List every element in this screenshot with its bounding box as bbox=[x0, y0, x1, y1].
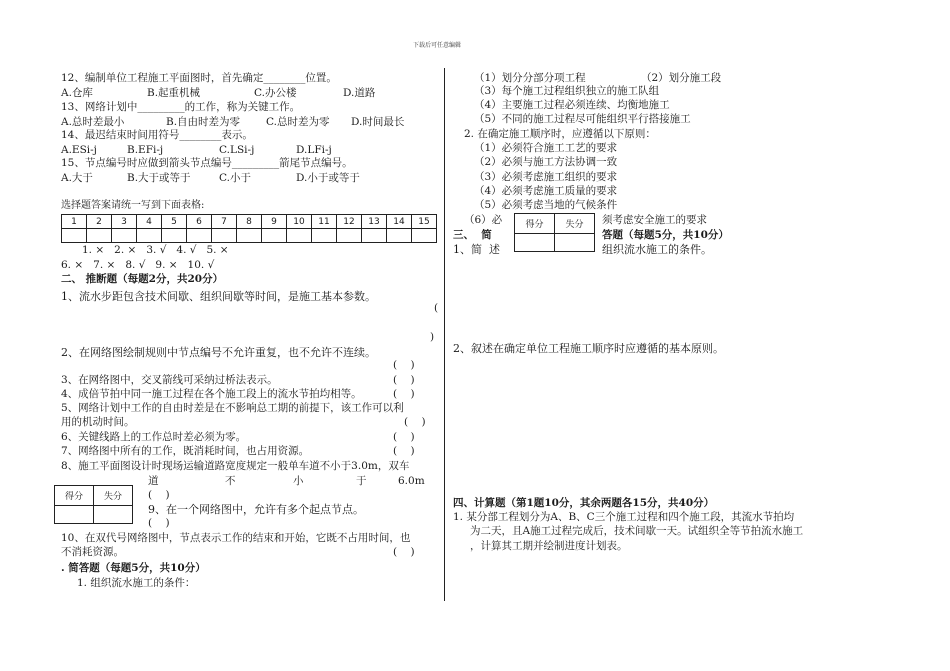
right-item-4: （4）主要施工过程必须连续、均衡地施工 bbox=[474, 99, 670, 111]
answer-table-number-row bbox=[62, 215, 437, 229]
table-cell-number: 15 bbox=[412, 215, 437, 229]
q12-text: 12、编制单位工程施工平面图时，首先确定________位置。 bbox=[61, 72, 337, 84]
short-answer-2: 2、叙述在确定单位工程施工顺序时应遵循的基本原则。 bbox=[453, 342, 724, 355]
answer-cell[interactable] bbox=[237, 229, 262, 243]
score-label: 得分 bbox=[515, 214, 555, 234]
table-cell-number: 10 bbox=[287, 215, 312, 229]
judge-1-paren-close: ) bbox=[430, 331, 435, 343]
q13-opt-b: B.自由时差为零 bbox=[166, 116, 241, 128]
table-cell-number: 14 bbox=[387, 215, 412, 229]
q12-opt-a: A.仓库 bbox=[61, 87, 93, 99]
right-item-5: （5）不同的施工过程尽可能组织平行搭接施工 bbox=[474, 113, 691, 125]
answer-cell[interactable] bbox=[337, 229, 362, 243]
q12-opt-d: D.道路 bbox=[343, 87, 376, 99]
answer-cell[interactable] bbox=[162, 229, 187, 243]
judge-6-text: 6、关键线路上的工作总时差必须为零。 bbox=[61, 431, 247, 443]
judge-10-paren: ( ) bbox=[393, 546, 415, 558]
table-cell-number: 11 bbox=[312, 215, 337, 229]
answer-cell[interactable] bbox=[387, 229, 412, 243]
table-cell-number: 1 bbox=[62, 215, 87, 229]
answer-cell[interactable] bbox=[112, 229, 137, 243]
answers-row-2: 6. × 7. × 8. √ 9. × 10. √ bbox=[61, 259, 215, 271]
judge-6-paren: ( ) bbox=[393, 431, 415, 443]
answer-cell[interactable] bbox=[62, 229, 87, 243]
answer-table-blank-row bbox=[62, 229, 437, 243]
section-2-title: 二、 推断题（每题2分，共20分） bbox=[61, 273, 224, 285]
q15-opt-d: D.小于或等于 bbox=[296, 172, 360, 184]
judge-3-text: 3、在网络图中，交叉箭线可采纳过桥法表示。 bbox=[61, 374, 278, 386]
table-cell-number: 8 bbox=[237, 215, 262, 229]
section-3-q1-left: 1. 组织流水施工的条件： bbox=[77, 577, 196, 589]
answers-row-1: 1. × 2. × 3. √ 4. √ 5. × bbox=[82, 244, 229, 256]
answer-cell[interactable] bbox=[87, 229, 112, 243]
q13-opt-d: D.时间最长 bbox=[351, 116, 405, 128]
calc-1-line-3: ，计算其工期并绘制进度计划表。 bbox=[470, 540, 628, 552]
table-cell-number: 6 bbox=[187, 215, 212, 229]
table-cell-number: 5 bbox=[162, 215, 187, 229]
judge-8-word-5: 6.0m bbox=[398, 475, 425, 487]
section-3-title-end: 答题（每题5分，共10分） bbox=[602, 229, 729, 241]
judge-9-text: 9、在一个网络图中，允许有多个起点节点。 bbox=[148, 503, 364, 516]
q12-opt-c: C.办公楼 bbox=[254, 87, 297, 99]
principle-1: （1）必须符合施工工艺的要求 bbox=[474, 142, 618, 154]
judge-4-paren: ( ) bbox=[393, 388, 415, 400]
judge-4-text: 4、成倍节拍中同一施工过程在各个施工段上的流水节拍均相等。 bbox=[61, 388, 362, 400]
score-cell[interactable] bbox=[515, 234, 555, 252]
short-answer-1-end: 组织流水施工的条件。 bbox=[602, 243, 712, 256]
answer-cell[interactable] bbox=[187, 229, 212, 243]
judge-8-word-3: 小 bbox=[293, 475, 304, 487]
answer-cell[interactable] bbox=[287, 229, 312, 243]
principle-5: （5）必须考虑当地的气候条件 bbox=[474, 199, 618, 211]
judge-3-paren: ( ) bbox=[393, 374, 415, 386]
answer-table-note: 选择题答案请统一写到下面表格: bbox=[61, 200, 205, 211]
section-4-title: 四、计算题（第1题10分，其余两题各15分，共40分） bbox=[453, 497, 715, 509]
right-item-3: （3）每个施工过程组织独立的施工队组 bbox=[474, 85, 660, 97]
judge-5-paren: ( ) bbox=[404, 416, 426, 428]
score-cell[interactable] bbox=[55, 506, 94, 524]
judge-8-paren: ( ) bbox=[148, 489, 170, 501]
calc-1-line-2: 为二天，且A施工过程完成后，技术间歇一天。试组织全等节拍流水施工 bbox=[470, 525, 804, 537]
table-cell-number: 9 bbox=[262, 215, 287, 229]
principle-3: （3）必须考虑施工组织的要求 bbox=[474, 171, 618, 183]
judge-8-word-4: 于 bbox=[356, 475, 367, 487]
table-cell-number: 12 bbox=[337, 215, 362, 229]
answer-cell[interactable] bbox=[262, 229, 287, 243]
q15-opt-c: C.小于 bbox=[219, 172, 251, 184]
judge-1-paren-open: ( bbox=[434, 302, 439, 314]
q14-opt-c: C.LSi-j bbox=[219, 144, 255, 156]
score-label: 得分 bbox=[55, 486, 94, 506]
principle-2: （2）必须与施工方法协调一致 bbox=[474, 156, 618, 168]
principle-6-start: （6）必 bbox=[464, 214, 503, 226]
right-principles-title: 2. 在确定施工顺序时，应遵循以下原则： bbox=[464, 128, 656, 140]
judge-8-word-2: 不 bbox=[225, 475, 236, 487]
table-cell-number: 2 bbox=[87, 215, 112, 229]
lost-score-cell[interactable] bbox=[94, 506, 133, 524]
calc-1-line-1: 1. 某分部工程划分为A、B、C三个施工过程和四个施工段，其流水节拍均 bbox=[453, 511, 795, 523]
section-3-title-start: 三、 简 bbox=[453, 229, 492, 241]
answer-cell[interactable] bbox=[137, 229, 162, 243]
q13-text: 13、网络计划中_________的工作，称为关键工作。 bbox=[61, 101, 301, 113]
table-cell-number: 3 bbox=[112, 215, 137, 229]
q15-opt-b: B.大于或等于 bbox=[127, 172, 191, 184]
lost-score-label: 失分 bbox=[555, 214, 595, 234]
judge-8-line-1: 8、施工平面图设计时现场运输道路宽度规定一般单车道不小于3.0m，双车 bbox=[61, 460, 410, 472]
answer-cell[interactable] bbox=[212, 229, 237, 243]
column-divider bbox=[444, 68, 445, 601]
answer-cell[interactable] bbox=[412, 229, 437, 243]
right-score-box bbox=[514, 213, 595, 252]
judge-8-word-1: 道 bbox=[148, 475, 159, 487]
section-3-title-left: . 简答题（每题5分，共10分） bbox=[61, 562, 206, 574]
q14-opt-a: A.ESi-j bbox=[61, 144, 97, 156]
judge-9-paren: ( ) bbox=[148, 517, 170, 529]
lost-score-label: 失分 bbox=[94, 486, 133, 506]
judge-5-line-1: 5、网络计划中工作的自由时差是在不影响总工期的前提下，该工作可以利 bbox=[61, 402, 404, 414]
table-cell-number: 13 bbox=[362, 215, 387, 229]
left-score-box bbox=[54, 485, 133, 524]
q15-text: 15、节点编号时应做到箭头节点编号_________箭尾节点编号。 bbox=[61, 157, 353, 169]
judge-5-line-2: 用的机动时间。 bbox=[61, 416, 135, 428]
q14-opt-d: D.LFi-j bbox=[296, 144, 332, 156]
page-header-note: 下载后可任意编辑 bbox=[413, 42, 462, 49]
q14-opt-b: B.EFi-j bbox=[127, 144, 164, 156]
q12-opt-b: B.起重机械 bbox=[147, 87, 201, 99]
answer-cell[interactable] bbox=[312, 229, 337, 243]
q13-opt-a: A.总时差最小 bbox=[61, 116, 125, 128]
table-cell-number: 4 bbox=[137, 215, 162, 229]
short-answer-1-start: 1、简 述 bbox=[453, 243, 500, 256]
right-item-2: （2）划分施工段 bbox=[641, 72, 722, 84]
judge-2-paren: ( ) bbox=[393, 359, 415, 371]
q15-opt-a: A.大于 bbox=[61, 172, 93, 184]
answer-table bbox=[61, 214, 437, 243]
principle-4: （4）必须考虑施工质量的要求 bbox=[474, 185, 618, 197]
judge-7-text: 7、网络图中所有的工作，既消耗时间，也占用资源。 bbox=[61, 445, 310, 457]
q13-opt-c: C.总时差为零 bbox=[266, 116, 330, 128]
principle-6-end: 须考虑安全施工的要求 bbox=[602, 214, 707, 226]
judge-1-text: 1、流水步距包含技术间歇、组织间歇等时间，是施工基本参数。 bbox=[61, 290, 376, 303]
table-cell-number: 7 bbox=[212, 215, 237, 229]
judge-10-line-1: 10、在双代号网络图中，节点表示工作的结束和开始，它既不占用时间，也 bbox=[61, 532, 411, 544]
judge-7-paren: ( ) bbox=[393, 445, 415, 457]
judge-10-line-2: 不消耗资源。 bbox=[61, 546, 124, 558]
judge-2-text: 2、在网络图绘制规则中节点编号不允许重复，也不允许不连续。 bbox=[61, 346, 376, 359]
q14-text: 14、最迟结束时间用符号________表示。 bbox=[61, 129, 253, 141]
answer-cell[interactable] bbox=[362, 229, 387, 243]
right-item-1: （1）划分分部分项工程 bbox=[474, 72, 586, 84]
lost-score-cell[interactable] bbox=[555, 234, 595, 252]
